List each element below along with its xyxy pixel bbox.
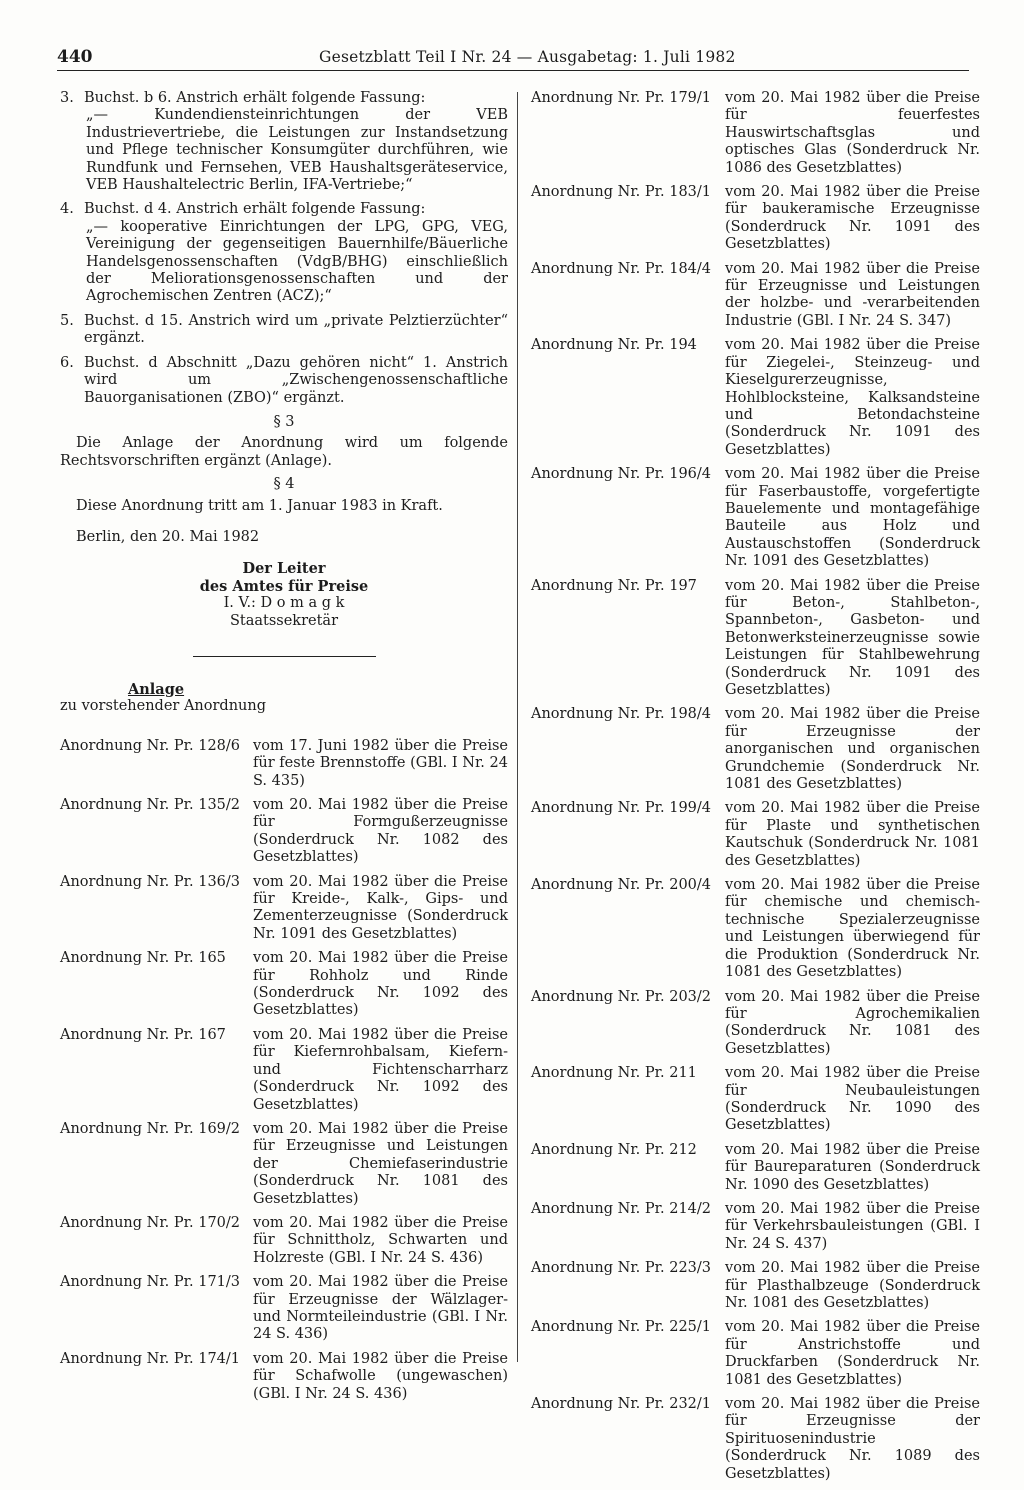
left-entry-list: [60, 738, 508, 1403]
regulation-entry: [60, 797, 508, 867]
regulation-description: vom 20. Mai 1982 über die Preise für Faserbaustoffe, vorgefertigte Bauelemente und montagefähige Bauteile aus Holz und Austauschstoffen (Sonderdruck Nr. 1091 des Gesetzblattes): [725, 466, 980, 570]
regulation-entry: [531, 989, 980, 1059]
regulation-number: Anordnung Nr. Pr. 203/2: [531, 988, 712, 1005]
regulation-description: vom 20. Mai 1982 über die Preise für Agrochemikalien (Sonderdruck Nr. 1081 des Gesetzblattes): [725, 988, 980, 1057]
place-date: Berlin, den 20. Mai 1982: [76, 528, 260, 545]
amendment-item: [60, 313, 508, 348]
amendment-number: 3.: [60, 90, 74, 106]
header-title: Gesetzblatt Teil I Nr. 24 — Ausgabetag: 1. Juli 1982: [319, 48, 736, 66]
regulation-number: Anordnung Nr. Pr. 197: [531, 577, 697, 594]
regulation-description: vom 20. Mai 1982 über die Preise für Schnittholz, Schwarten und Holzreste (GBl. I Nr. 24 S. 436): [253, 1214, 508, 1266]
page-number: 440: [57, 47, 93, 67]
regulation-description: vom 20. Mai 1982 über die Preise für feuerfestes Hauswirtschaftsglas und optisches Glas (Sonderdruck Nr. 1086 des Gesetzblattes): [725, 90, 980, 176]
amendment-lead: Buchst. d 15. Anstrich wird um „private Pelztierzüchter“ ergänzt.: [84, 312, 508, 347]
regulation-entry: [60, 1121, 508, 1208]
signature-line-1: Der Leiter: [242, 560, 326, 578]
regulation-number: Anordnung Nr. Pr. 211: [531, 1065, 697, 1082]
left-column: [60, 90, 508, 1410]
signature-line-4: Staatssekretär: [229, 612, 339, 629]
regulation-description: vom 20. Mai 1982 über die Preise für baukeramische Erzeugnisse (Sonderdruck Nr. 1091 des Gesetzblattes): [725, 184, 980, 253]
amendment-number: 5.: [60, 312, 74, 329]
regulation-entry: [531, 1260, 980, 1312]
amendment-item: [60, 355, 508, 407]
regulation-entry: [531, 1396, 980, 1483]
amendment-number: 4.: [60, 201, 74, 218]
regulation-number: Anordnung Nr. Pr. 184/4: [531, 260, 712, 277]
regulation-entry: [60, 1274, 508, 1344]
regulation-description: vom 20. Mai 1982 über die Preise für Erzeugnisse der Spirituosenindustrie (Sonderdruck Nr. 1089 des Gesetzblattes): [725, 1396, 980, 1482]
regulation-entry: [60, 1215, 508, 1267]
regulation-number: Anordnung Nr. Pr. 232/1: [531, 1396, 712, 1413]
regulation-number: Anordnung Nr. Pr. 200/4: [531, 877, 712, 894]
regulation-description: vom 20. Mai 1982 über die Preise für chemische und chemisch-technische Spezialerzeugnisse und Leistungen überwiegend für die Produktion (Sonderdruck Nr. 1081 des Gesetzblattes): [725, 877, 980, 981]
regulation-entry: [531, 877, 980, 981]
amendment-number: 6.: [60, 354, 74, 371]
regulation-entry: [531, 1319, 980, 1389]
regulation-number: Anordnung Nr. Pr. 225/1: [531, 1319, 712, 1336]
regulation-description: vom 20. Mai 1982 über die Preise für Ziegelei-, Steinzeug- und Kieselgurerzeugnisse, Hohlblocksteine, Kalksandsteine und Betondachsteine (Sonderdruck Nr. 1091 des Gesetzblattes): [725, 337, 980, 458]
regulation-description: vom 20. Mai 1982 über die Preise für Kreide-, Kalk-, Gips- und Zementerzeugnisse (Sonderdruck Nr. 1091 des Gesetzblattes): [253, 873, 508, 942]
regulation-number: Anordnung Nr. Pr. 212: [531, 1141, 697, 1158]
regulation-number: Anordnung Nr. Pr. 223/3: [531, 1260, 712, 1277]
regulation-entry: [531, 706, 980, 793]
regulation-description: vom 20. Mai 1982 über die Preise für Plaste und synthetischen Kautschuk (Sonderdruck Nr. 1081 des Gesetzblattes): [725, 800, 980, 869]
regulation-number: Anordnung Nr. Pr. 199/4: [531, 800, 712, 817]
regulation-number: Anordnung Nr. Pr. 169/2: [60, 1120, 241, 1137]
regulation-entry: [60, 874, 508, 944]
regulation-number: Anordnung Nr. Pr. 214/2: [531, 1200, 712, 1217]
regulation-description: vom 20. Mai 1982 über die Preise für Rohholz und Rinde (Sonderdruck Nr. 1092 des Gesetzblattes): [253, 950, 508, 1019]
regulation-number: Anordnung Nr. Pr. 136/3: [60, 873, 241, 890]
regulation-entry: [531, 1201, 980, 1253]
column-divider: [517, 92, 518, 1362]
regulation-description: vom 20. Mai 1982 über die Preise für Verkehrsbauleistungen (GBl. I Nr. 24 S. 437): [725, 1200, 980, 1252]
amendment-list: [60, 90, 508, 407]
regulation-entry: [531, 578, 980, 700]
signature-line-3: I. V.: D o m a g k: [223, 595, 345, 612]
regulation-description: vom 20. Mai 1982 über die Preise für Erzeugnisse der anorganischen und organischen Grundchemie (Sonderdruck Nr. 1081 des Gesetzblattes): [725, 706, 980, 793]
page-header: [57, 46, 969, 71]
amendment-quote: „— Kundendiensteinrichtungen der VEB Industrievertriebe, die Leistungen zur Instandsetzung und Pflege technischer Konsumgüter durchführen, wie Rundfunk und Fernsehen, VEB Haushaltsgeräteservice, VEB Haushaltelectric Berlin, IFA-Vertriebe;“: [86, 107, 508, 194]
regulation-entry: [60, 950, 508, 1020]
section-4-text: Diese Anordnung tritt am 1. Januar 1983 in Kraft.: [76, 497, 443, 514]
regulation-number: Anordnung Nr. Pr. 135/2: [60, 797, 241, 813]
regulation-entry: [531, 184, 980, 254]
amendment-lead: Buchst. d 4. Anstrich erhält folgende Fassung:: [84, 201, 426, 218]
regulation-description: vom 20. Mai 1982 über die Preise für Kiefernrohbalsam, Kiefern- und Fichtenscharrharz (Sonderdruck Nr. 1092 des Gesetzblattes): [253, 1026, 508, 1113]
regulation-number: Anordnung Nr. Pr. 167: [60, 1026, 226, 1043]
regulation-entry: [531, 90, 980, 177]
regulation-description: vom 20. Mai 1982 über die Preise für Formgußerzeugnisse (Sonderdruck Nr. 1082 des Gesetzblattes): [253, 797, 508, 866]
right-entry-list: [531, 90, 980, 1483]
regulation-description: vom 20. Mai 1982 über die Preise für Erzeugnisse der Wälzlager- und Normteileindustrie (GBl. I Nr. 24 S. 436): [253, 1274, 508, 1343]
section-3-mark: § 3: [273, 413, 295, 430]
regulation-description: vom 20. Mai 1982 über die Preise für Erzeugnisse und Leistungen der Chemiefaserindustrie (Sonderdruck Nr. 1081 des Gesetzblattes): [253, 1120, 508, 1207]
regulation-number: Anordnung Nr. Pr. 165: [60, 950, 226, 967]
regulation-number: Anordnung Nr. Pr. 170/2: [60, 1214, 241, 1231]
regulation-description: vom 20. Mai 1982 über die Preise für Anstrichstoffe und Druckfarben (Sonderdruck Nr. 1081 des Gesetzblattes): [725, 1319, 980, 1388]
regulation-entry: [531, 261, 980, 331]
anlage-title: Anlage: [128, 680, 185, 698]
regulation-entry: [60, 1351, 508, 1403]
regulation-description: vom 20. Mai 1982 über die Preise für Erzeugnisse und Leistungen der holzbe- und -verarbeitenden Industrie (GBl. I Nr. 24 S. 347): [725, 260, 980, 329]
amendment-quote: „— kooperative Einrichtungen der LPG, GPG, VEG, Vereinigung der gegenseitigen Bauernhilfe/Bäuerliche Handelsgenossenschaften (VdgB/BHG) einschließlich der Meliorationsgenossenschaften und der Agrochemischen Zentren (ACZ);“: [86, 218, 508, 305]
regulation-number: Anordnung Nr. Pr. 171/3: [60, 1274, 241, 1291]
regulation-number: Anordnung Nr. Pr. 179/1: [531, 90, 712, 106]
regulation-number: Anordnung Nr. Pr. 183/1: [531, 184, 712, 201]
section-3-text: Die Anlage der Anordnung wird um folgende Rechtsvorschriften ergänzt (Anlage).: [60, 435, 508, 469]
signature-line-2: des Amtes für Preise: [199, 577, 369, 595]
regulation-entry: [531, 1065, 980, 1135]
regulation-description: vom 17. Juni 1982 über die Preise für feste Brennstoffe (GBl. I Nr. 24 S. 435): [253, 737, 508, 789]
regulation-number: Anordnung Nr. Pr. 198/4: [531, 706, 712, 723]
regulation-description: vom 20. Mai 1982 über die Preise für Baureparaturen (Sonderdruck Nr. 1090 des Gesetzblattes): [725, 1141, 980, 1193]
right-column: [531, 90, 980, 1490]
regulation-entry: [531, 337, 980, 459]
regulation-entry: [60, 738, 508, 790]
regulation-entry: [531, 1142, 980, 1194]
amendment-item: [60, 201, 508, 305]
amendment-item: [60, 90, 508, 194]
regulation-description: vom 20. Mai 1982 über die Preise für Schafwolle (ungewaschen) (GBl. I Nr. 24 S. 436): [253, 1350, 508, 1402]
amendment-lead: Buchst. d Abschnitt „Dazu gehören nicht“ 1. Anstrich wird um „Zwischengenossenschaftliche Bauorganisationen (ZBO)“ ergänzt.: [84, 354, 508, 406]
section-4-mark: § 4: [273, 476, 295, 493]
regulation-number: Anordnung Nr. Pr. 196/4: [531, 466, 712, 483]
regulation-number: Anordnung Nr. Pr. 128/6: [60, 737, 241, 754]
signature-block: [60, 560, 508, 630]
amendment-lead: Buchst. b 6. Anstrich erhält folgende Fassung:: [84, 90, 426, 106]
regulation-description: vom 20. Mai 1982 über die Preise für Plasthalbzeuge (Sonderdruck Nr. 1081 des Gesetzblattes): [725, 1260, 980, 1311]
regulation-description: vom 20. Mai 1982 über die Preise für Beton-, Stahlbeton-, Spannbeton-, Gasbeton- und Betonwerksteinerzeugnisse sowie Leistungen für Stahlbewehrung (Sonderdruck Nr. 1091 des Gesetzblattes): [725, 577, 980, 698]
regulation-description: vom 20. Mai 1982 über die Preise für Neubauleistungen (Sonderdruck Nr. 1090 des Gesetzblattes): [725, 1065, 980, 1134]
regulation-number: Anordnung Nr. Pr. 174/1: [60, 1350, 241, 1367]
regulation-entry: [60, 1027, 508, 1114]
regulation-number: Anordnung Nr. Pr. 194: [531, 337, 697, 354]
anlage-subtitle: zu vorstehender Anordnung: [60, 698, 267, 715]
regulation-entry: [531, 466, 980, 570]
regulation-entry: [531, 800, 980, 870]
separator-rule: [193, 656, 376, 657]
